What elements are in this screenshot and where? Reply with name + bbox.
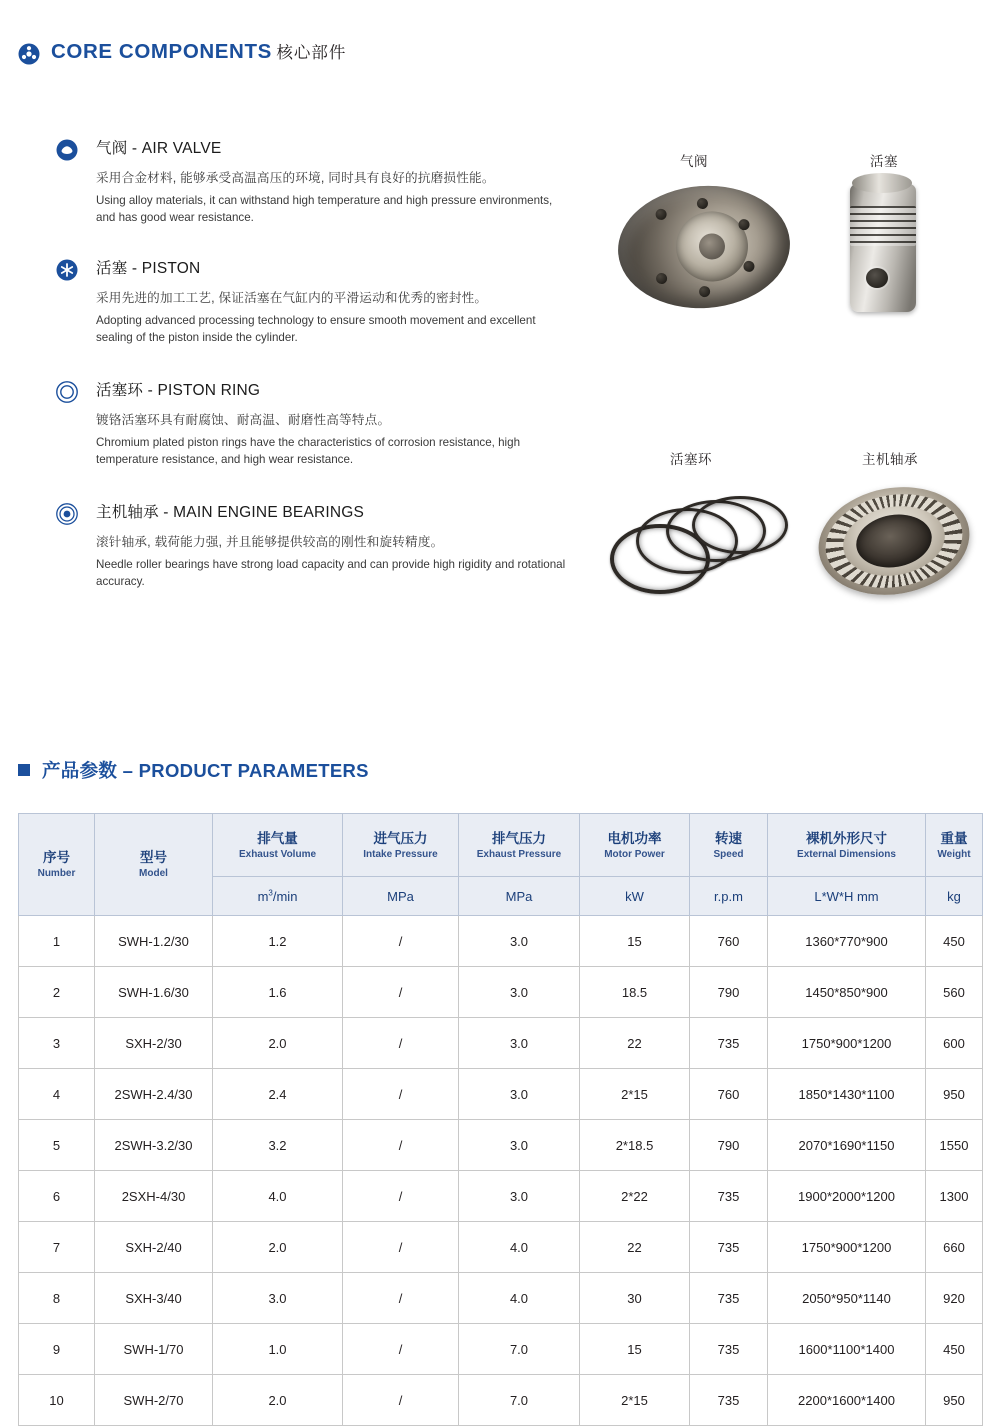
- table-cell-number: 7: [19, 1222, 95, 1273]
- table-cell-exhaust-volume: 2.0: [213, 1222, 343, 1273]
- bearing-photo-caption: 主机轴承: [862, 452, 918, 467]
- table-cell-motor-power: 2*22: [580, 1171, 690, 1222]
- table-cell-external-dimensions: 1360*770*900: [768, 916, 926, 967]
- table-cell-speed: 735: [690, 1273, 768, 1324]
- unit-external-dimensions: L*W*H mm: [768, 877, 926, 916]
- valve-photo-caption: 气阀: [680, 154, 708, 169]
- table-cell-exhaust-pressure: 3.0: [459, 916, 580, 967]
- table-cell-model: SWH-1.2/30: [95, 916, 213, 967]
- table-row: [19, 1273, 983, 1324]
- product-parameters-table: [18, 813, 983, 1426]
- piston-icon: [56, 259, 78, 281]
- table-cell-external-dimensions: 2200*1600*1400: [768, 1375, 926, 1426]
- feature-desc-en: Chromium plated piston rings have the characteristics of corrosion resistance, high temperature resistance, and high wear resistance.: [96, 436, 521, 466]
- col-header-intake-pressure: 进气压力 Intake Pressure: [343, 814, 459, 877]
- table-cell-speed: 760: [690, 1069, 768, 1120]
- air-valve-photo: [618, 186, 790, 308]
- table-cell-model: 2SWH-3.2/30: [95, 1120, 213, 1171]
- feature-list: [56, 138, 616, 612]
- feature-title: 气阀 - AIR VALVE: [96, 140, 222, 157]
- table-cell-weight: 920: [926, 1273, 983, 1324]
- table-cell-speed: 760: [690, 916, 768, 967]
- table-header-row-1: [19, 814, 983, 877]
- table-cell-motor-power: 30: [580, 1273, 690, 1324]
- feature-desc-cn: 镀铬活塞环具有耐腐蚀、耐高温、耐磨性高等特点。: [96, 413, 391, 427]
- table-cell-weight: 660: [926, 1222, 983, 1273]
- table-cell-intake-pressure: /: [343, 1273, 459, 1324]
- table-row: [19, 967, 983, 1018]
- table-cell-weight: 450: [926, 1324, 983, 1375]
- table-cell-weight: 1300: [926, 1171, 983, 1222]
- table-cell-exhaust-pressure: 3.0: [459, 967, 580, 1018]
- table-cell-exhaust-pressure: 7.0: [459, 1324, 580, 1375]
- feature-desc-cn: 采用合金材料, 能够承受高温高压的环境, 同时具有良好的抗磨损性能。: [96, 171, 495, 185]
- table-cell-motor-power: 22: [580, 1222, 690, 1273]
- table-cell-exhaust-volume: 1.0: [213, 1324, 343, 1375]
- valve-icon: [56, 139, 78, 161]
- col-header-number: 序号 Number: [19, 814, 95, 916]
- piston-photo: [850, 184, 916, 312]
- table-cell-model: SXH-2/40: [95, 1222, 213, 1273]
- table-cell-model: SXH-2/30: [95, 1018, 213, 1069]
- table-cell-weight: 950: [926, 1375, 983, 1426]
- table-cell-number: 10: [19, 1375, 95, 1426]
- feature-title: 活塞环 - PISTON RING: [96, 382, 261, 399]
- table-cell-exhaust-volume: 3.0: [213, 1273, 343, 1324]
- table-cell-motor-power: 18.5: [580, 967, 690, 1018]
- table-cell-motor-power: 15: [580, 916, 690, 967]
- table-cell-external-dimensions: 1750*900*1200: [768, 1018, 926, 1069]
- feature-item-piston-ring: [56, 380, 616, 468]
- table-cell-exhaust-pressure: 3.0: [459, 1171, 580, 1222]
- table-cell-model: 2SXH-4/30: [95, 1171, 213, 1222]
- gear-flower-icon: [18, 43, 40, 65]
- table-cell-exhaust-pressure: 3.0: [459, 1018, 580, 1069]
- table-cell-motor-power: 22: [580, 1018, 690, 1069]
- col-header-exhaust-pressure: 排气压力 Exhaust Pressure: [459, 814, 580, 877]
- table-cell-motor-power: 2*15: [580, 1069, 690, 1120]
- col-header-model: 型号 Model: [95, 814, 213, 916]
- feature-desc-en: Using alloy materials, it can withstand high temperature and high pressure environments, and has good wear resistance.: [96, 194, 553, 224]
- col-header-weight: 重量 Weight: [926, 814, 983, 877]
- table-cell-intake-pressure: /: [343, 1069, 459, 1120]
- table-cell-intake-pressure: /: [343, 1375, 459, 1426]
- table-cell-exhaust-pressure: 3.0: [459, 1069, 580, 1120]
- table-row: [19, 1324, 983, 1375]
- table-row: [19, 1120, 983, 1171]
- unit-exhaust-pressure: MPa: [459, 877, 580, 916]
- feature-item-air-valve: [56, 138, 616, 226]
- unit-motor-power: kW: [580, 877, 690, 916]
- bearing-icon: [56, 503, 78, 525]
- table-row: [19, 1018, 983, 1069]
- table-cell-intake-pressure: /: [343, 1324, 459, 1375]
- table-cell-weight: 450: [926, 916, 983, 967]
- table-row: [19, 1171, 983, 1222]
- page-title: CORE COMPONENTS: [51, 40, 272, 63]
- table-cell-intake-pressure: /: [343, 1120, 459, 1171]
- table-cell-speed: 790: [690, 967, 768, 1018]
- table-cell-external-dimensions: 2070*1690*1150: [768, 1120, 926, 1171]
- table-cell-exhaust-pressure: 3.0: [459, 1120, 580, 1171]
- table-cell-exhaust-volume: 4.0: [213, 1171, 343, 1222]
- table-cell-intake-pressure: /: [343, 1018, 459, 1069]
- table-cell-speed: 735: [690, 1018, 768, 1069]
- table-cell-exhaust-pressure: 4.0: [459, 1222, 580, 1273]
- main-engine-bearing-photo: [818, 488, 970, 594]
- square-bullet-icon: [18, 764, 30, 776]
- table-cell-speed: 735: [690, 1222, 768, 1273]
- table-cell-external-dimensions: 1900*2000*1200: [768, 1171, 926, 1222]
- table-cell-speed: 735: [690, 1324, 768, 1375]
- table-cell-exhaust-volume: 2.0: [213, 1375, 343, 1426]
- component-photos: [600, 138, 990, 638]
- feature-desc-en: Needle roller bearings have strong load capacity and can provide high rigidity and rotational accuracy.: [96, 558, 566, 588]
- table-cell-weight: 1550: [926, 1120, 983, 1171]
- table-row: [19, 1069, 983, 1120]
- piston-photo-caption: 活塞: [870, 154, 898, 169]
- table-cell-motor-power: 15: [580, 1324, 690, 1375]
- table-cell-exhaust-volume: 1.2: [213, 916, 343, 967]
- piston-ring-photo-caption: 活塞环: [670, 452, 712, 467]
- feature-title: 主机轴承 - MAIN ENGINE BEARINGS: [96, 504, 365, 521]
- table-cell-external-dimensions: 2050*950*1140: [768, 1273, 926, 1324]
- unit-intake-pressure: MPa: [343, 877, 459, 916]
- table-cell-speed: 735: [690, 1375, 768, 1426]
- table-cell-number: 8: [19, 1273, 95, 1324]
- product-parameters-title: 产品参数 – PRODUCT PARAMETERS: [42, 760, 369, 781]
- table-cell-number: 3: [19, 1018, 95, 1069]
- unit-weight: kg: [926, 877, 983, 916]
- table-cell-speed: 735: [690, 1171, 768, 1222]
- feature-item-piston: [56, 258, 616, 346]
- table-cell-model: SWH-2/70: [95, 1375, 213, 1426]
- table-row: [19, 916, 983, 967]
- ring-icon: [56, 381, 78, 403]
- unit-speed: r.p.m: [690, 877, 768, 916]
- table-row: [19, 1222, 983, 1273]
- col-header-exhaust-volume: 排气量 Exhaust Volume: [213, 814, 343, 877]
- table-cell-intake-pressure: /: [343, 1171, 459, 1222]
- core-components-header: [18, 40, 346, 66]
- table-cell-external-dimensions: 1450*850*900: [768, 967, 926, 1018]
- table-cell-speed: 790: [690, 1120, 768, 1171]
- table-cell-exhaust-volume: 1.6: [213, 967, 343, 1018]
- table-cell-motor-power: 2*15: [580, 1375, 690, 1426]
- piston-ring-photo: [604, 490, 789, 600]
- feature-desc-cn: 采用先进的加工工艺, 保证活塞在气缸内的平滑运动和优秀的密封性。: [96, 291, 488, 305]
- table-cell-exhaust-volume: 2.0: [213, 1018, 343, 1069]
- feature-desc-cn: 滚针轴承, 载荷能力强, 并且能够提供较高的刚性和旋转精度。: [96, 535, 444, 549]
- table-cell-external-dimensions: 1850*1430*1100: [768, 1069, 926, 1120]
- table-cell-exhaust-volume: 2.4: [213, 1069, 343, 1120]
- table-row: [19, 1375, 983, 1426]
- table-cell-weight: 560: [926, 967, 983, 1018]
- table-cell-model: SWH-1/70: [95, 1324, 213, 1375]
- page-title-cn: 核心部件: [276, 44, 347, 62]
- table-cell-model: 2SWH-2.4/30: [95, 1069, 213, 1120]
- table-cell-intake-pressure: /: [343, 916, 459, 967]
- col-header-speed: 转速 Speed: [690, 814, 768, 877]
- col-header-motor-power: 电机功率 Motor Power: [580, 814, 690, 877]
- table-cell-external-dimensions: 1750*900*1200: [768, 1222, 926, 1273]
- table-cell-number: 5: [19, 1120, 95, 1171]
- table-cell-number: 6: [19, 1171, 95, 1222]
- feature-item-main-engine-bearings: [56, 502, 616, 590]
- table-cell-exhaust-volume: 3.2: [213, 1120, 343, 1171]
- col-header-external-dimensions: 裸机外形尺寸 External Dimensions: [768, 814, 926, 877]
- table-cell-exhaust-pressure: 4.0: [459, 1273, 580, 1324]
- table-body: [19, 916, 983, 1426]
- unit-exhaust-volume: $m^3/\min$: [213, 877, 343, 916]
- table-cell-number: 4: [19, 1069, 95, 1120]
- feature-desc-en: Adopting advanced processing technology to ensure smooth movement and excellent sealing of the piston inside the cylinder.: [96, 314, 536, 344]
- feature-title: 活塞 - PISTON: [96, 260, 201, 277]
- table-cell-intake-pressure: /: [343, 1222, 459, 1273]
- table-cell-model: SXH-3/40: [95, 1273, 213, 1324]
- table-cell-number: 2: [19, 967, 95, 1018]
- table-cell-exhaust-pressure: 7.0: [459, 1375, 580, 1426]
- table-cell-number: 1: [19, 916, 95, 967]
- table-cell-intake-pressure: /: [343, 967, 459, 1018]
- product-parameters-header: [18, 757, 369, 783]
- table-cell-weight: 950: [926, 1069, 983, 1120]
- table-cell-external-dimensions: 1600*1100*1400: [768, 1324, 926, 1375]
- table-cell-weight: 600: [926, 1018, 983, 1069]
- table-cell-number: 9: [19, 1324, 95, 1375]
- table-cell-model: SWH-1.6/30: [95, 967, 213, 1018]
- table-cell-motor-power: 2*18.5: [580, 1120, 690, 1171]
